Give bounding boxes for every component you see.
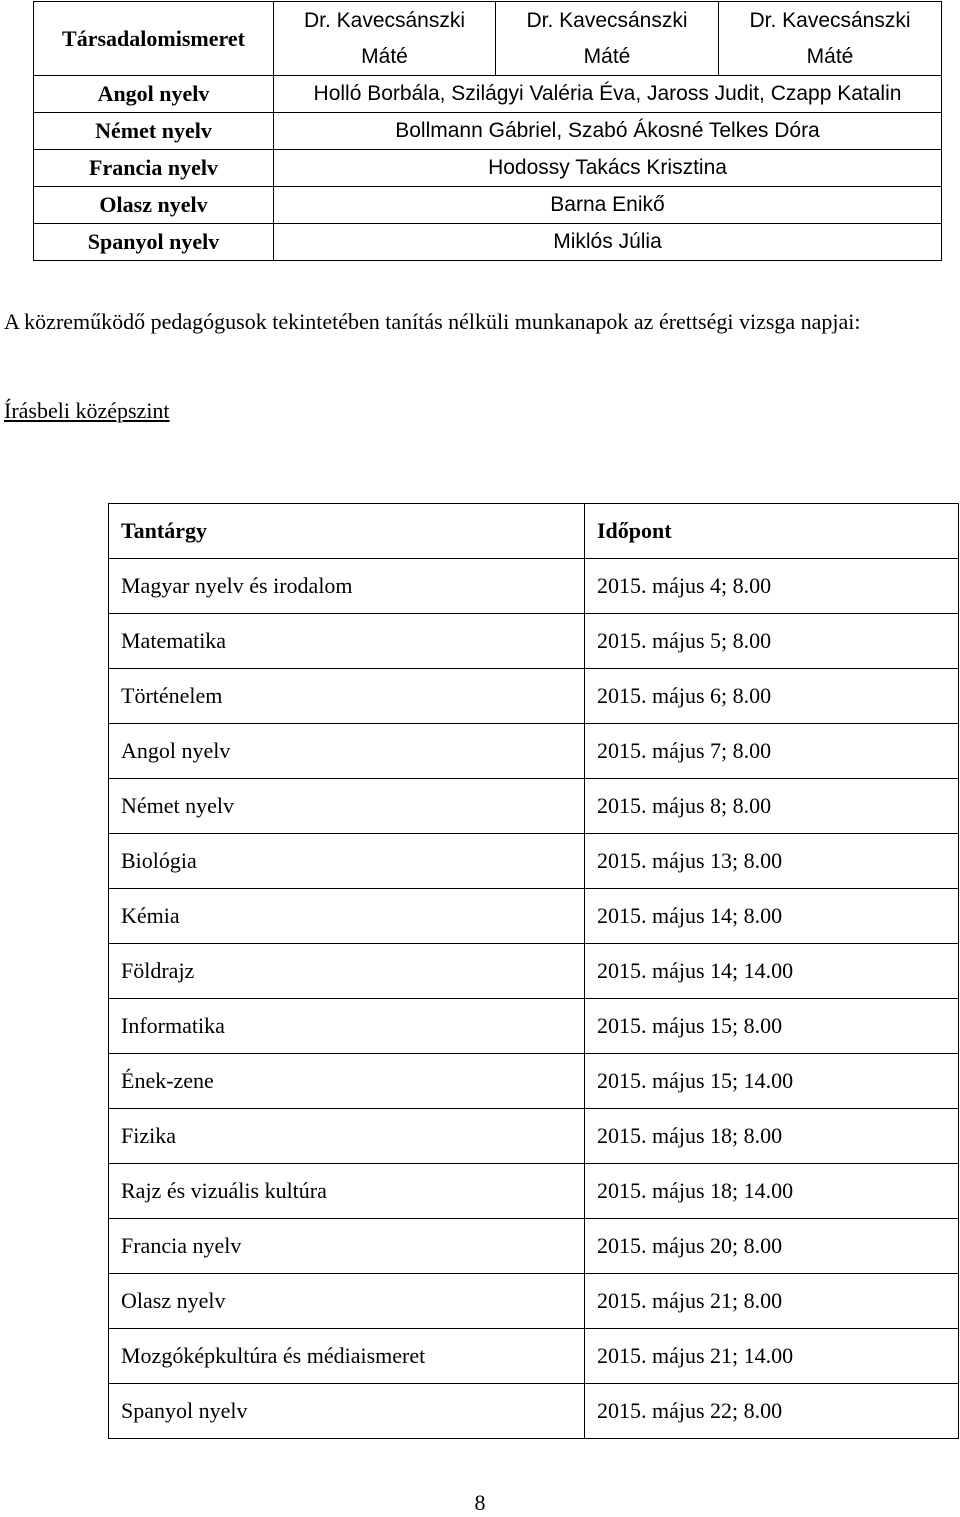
subject-cell: Kémia: [109, 889, 585, 944]
table-row: [109, 999, 959, 1054]
subject-cell: Francia nyelv: [34, 150, 274, 187]
time-cell: 2015. május 14; 14.00: [585, 944, 959, 999]
table-row: [109, 1219, 959, 1274]
teacher-cell: Holló Borbála, Szilágyi Valéria Éva, Jaross Judit, Czapp Katalin: [274, 76, 942, 113]
time-cell: 2015. május 6; 8.00: [585, 669, 959, 724]
table-row: [109, 889, 959, 944]
time-cell: 2015. május 7; 8.00: [585, 724, 959, 779]
column-header-time: Időpont: [585, 504, 959, 559]
table-row: [34, 187, 942, 224]
time-cell: 2015. május 21; 14.00: [585, 1329, 959, 1384]
teacher-assignment-table: [33, 1, 942, 261]
exam-schedule-table: [108, 503, 959, 1439]
table-row: [109, 724, 959, 779]
time-cell: 2015. május 21; 8.00: [585, 1274, 959, 1329]
subject-cell: Földrajz: [109, 944, 585, 999]
table-row: [109, 944, 959, 999]
subject-cell: Német nyelv: [34, 113, 274, 150]
teacher-cell: [719, 2, 942, 76]
teacher-cell: Bollmann Gábriel, Szabó Ákosné Telkes Dóra: [274, 113, 942, 150]
subject-cell: Mozgóképkultúra és médiaismeret: [109, 1329, 585, 1384]
subject-cell: Történelem: [109, 669, 585, 724]
time-cell: 2015. május 20; 8.00: [585, 1219, 959, 1274]
table-header-row: [109, 504, 959, 559]
teacher-name-line: Máté: [583, 44, 631, 68]
time-cell: 2015. május 5; 8.00: [585, 614, 959, 669]
teacher-name-line: Dr. Kavecsánszki: [749, 8, 911, 32]
time-cell: 2015. május 18; 8.00: [585, 1109, 959, 1164]
time-cell: 2015. május 15; 8.00: [585, 999, 959, 1054]
subject-cell: Magyar nyelv és irodalom: [109, 559, 585, 614]
teacher-cell: Barna Enikő: [274, 187, 942, 224]
table-row: [109, 1329, 959, 1384]
subject-cell: Rajz és vizuális kultúra: [109, 1164, 585, 1219]
subject-cell: Spanyol nyelv: [34, 224, 274, 261]
intro-paragraph: A közreműködő pedagógusok tekintetében tanítás nélküli munkanapok az érettségi vizsga napjai:: [4, 309, 861, 334]
subject-cell: Matematika: [109, 614, 585, 669]
subject-cell: Olasz nyelv: [34, 187, 274, 224]
time-cell: 2015. május 22; 8.00: [585, 1384, 959, 1439]
subject-cell: Német nyelv: [109, 779, 585, 834]
page-number: 8: [474, 1490, 486, 1515]
subject-cell: Angol nyelv: [109, 724, 585, 779]
table-row: [109, 1164, 959, 1219]
teacher-cell: Miklós Júlia: [274, 224, 942, 261]
subject-cell: Spanyol nyelv: [109, 1384, 585, 1439]
teacher-name-line: Máté: [361, 44, 408, 68]
subject-cell: Informatika: [109, 999, 585, 1054]
time-cell: 2015. május 15; 14.00: [585, 1054, 959, 1109]
table-row: [109, 559, 959, 614]
subject-cell: Olasz nyelv: [109, 1274, 585, 1329]
subject-cell: Társadalomismeret: [34, 2, 274, 76]
table-row: [109, 834, 959, 889]
teacher-cell: [274, 2, 496, 76]
time-cell: 2015. május 4; 8.00: [585, 559, 959, 614]
table-row: [109, 1054, 959, 1109]
teacher-assignment-body: [34, 2, 942, 261]
table-row: [34, 76, 942, 113]
exam-schedule-body: [109, 559, 959, 1439]
table-row: [109, 1109, 959, 1164]
teacher-name-line: Dr. Kavecsánszki: [526, 8, 688, 32]
table-row: [34, 113, 942, 150]
teacher-cell: [496, 2, 719, 76]
table-row: [109, 669, 959, 724]
table-row: [109, 614, 959, 669]
teacher-cell: Hodossy Takács Krisztina: [274, 150, 942, 187]
subject-cell: Francia nyelv: [109, 1219, 585, 1274]
subject-cell: Fizika: [109, 1109, 585, 1164]
table-row: [109, 1274, 959, 1329]
table-row: [34, 2, 942, 76]
section-heading: Írásbeli középszint: [4, 398, 170, 423]
time-cell: 2015. május 14; 8.00: [585, 889, 959, 944]
table-row: [109, 779, 959, 834]
table-row: [109, 1384, 959, 1439]
table-row: [34, 150, 942, 187]
time-cell: 2015. május 13; 8.00: [585, 834, 959, 889]
table-row: [34, 224, 942, 261]
subject-cell: Ének-zene: [109, 1054, 585, 1109]
subject-cell: Biológia: [109, 834, 585, 889]
subject-cell: Angol nyelv: [34, 76, 274, 113]
teacher-name-line: Máté: [806, 44, 854, 68]
teacher-name-line: Dr. Kavecsánszki: [303, 8, 466, 32]
time-cell: 2015. május 8; 8.00: [585, 779, 959, 834]
time-cell: 2015. május 18; 14.00: [585, 1164, 959, 1219]
column-header-subject: Tantárgy: [109, 504, 585, 559]
